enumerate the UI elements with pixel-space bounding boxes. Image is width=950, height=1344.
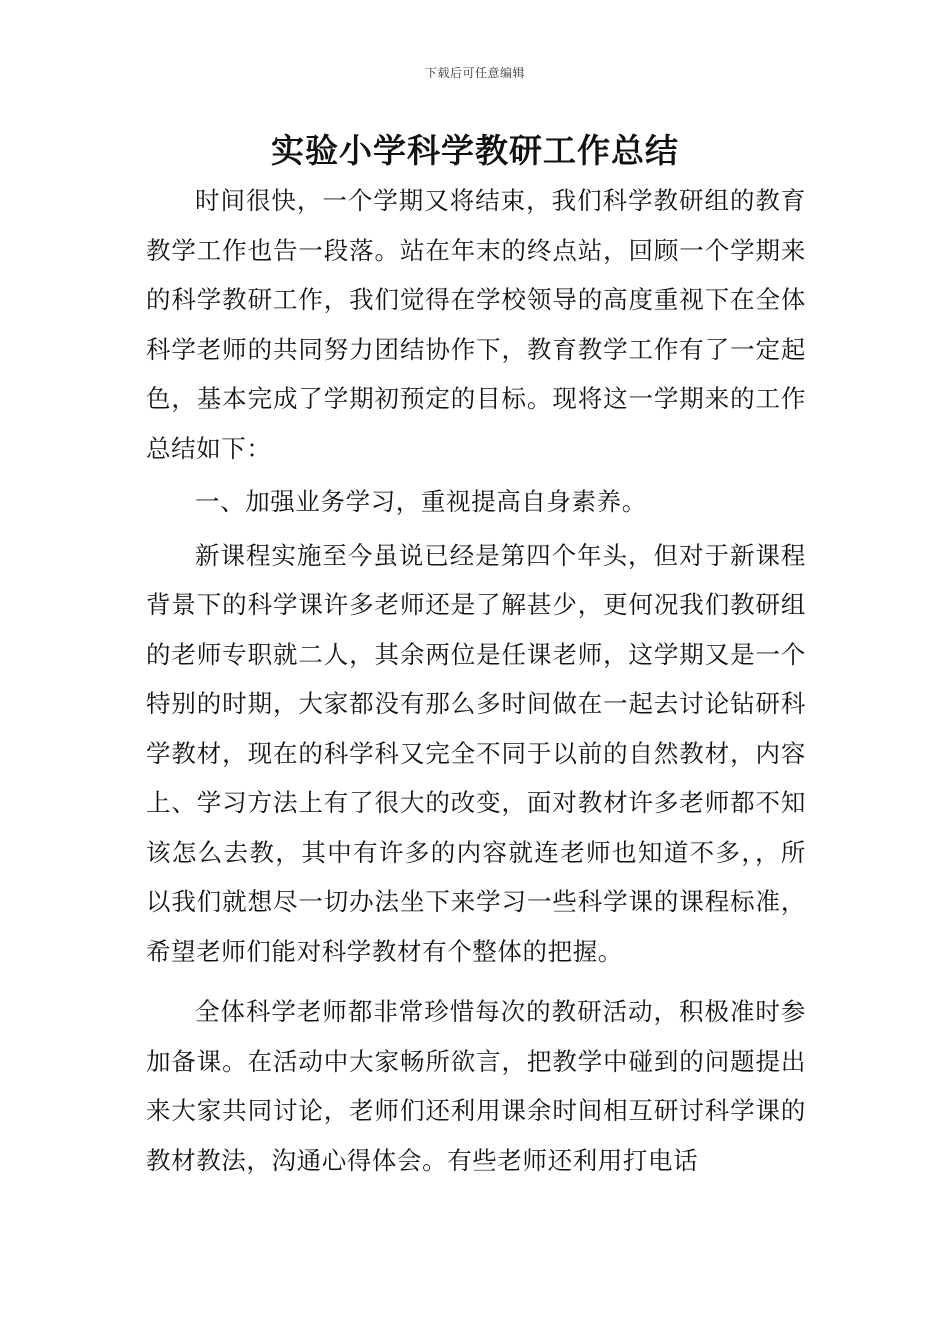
paragraph-intro: 时间很快，一个学期又将结束，我们科学教研组的教育教学工作也告一段落。站在年末的终点站，回顾一个学期来的科学教研工作，我们觉得在学校领导的高度重视下在全体科学老师的共同努力团结协作下，教育教学工作有了一定起色，基本完成了学期初预定的目标。现将这一学期来的工作总结如下：	[146, 186, 806, 463]
document-body	[146, 176, 806, 1185]
document-title: 实验小学科学教研工作总结	[271, 131, 679, 170]
section-heading-1: 一、加强业务学习，重视提高自身素养。	[195, 487, 647, 516]
paragraph-teaching-research: 全体科学老师都非常珍惜每次的教研活动，积极准时参加备课。在活动中大家畅所欲言，把教学中碰到的问题提出来大家共同讨论，老师们还利用课余时间相互研讨科学课的教材教法，沟通心得体会。有些老师还利用打电话	[146, 997, 806, 1175]
header-note: 下载后可任意编辑	[424, 66, 525, 80]
paragraph-new-curriculum: 新课程实施至今虽说已经是第四个年头，但对于新课程背景下的科学课许多老师还是了解甚少，更何况我们教研组的老师专职就二人，其余两位是任课老师，这学期又是一个特别的时期，大家都没有那么多时间做在一起去讨论钻研科学教材，现在的科学科又完全不同于以前的自然教材，内容上、学习方法上有了很大的改变，面对教材许多老师都不知该怎么去教，其中有许多的内容就连老师也知道不多，，所以我们就想尽一切办法坐下来学习一些科学课的课程标准，希望老师们能对科学教材有个整体的把握。	[146, 540, 806, 966]
